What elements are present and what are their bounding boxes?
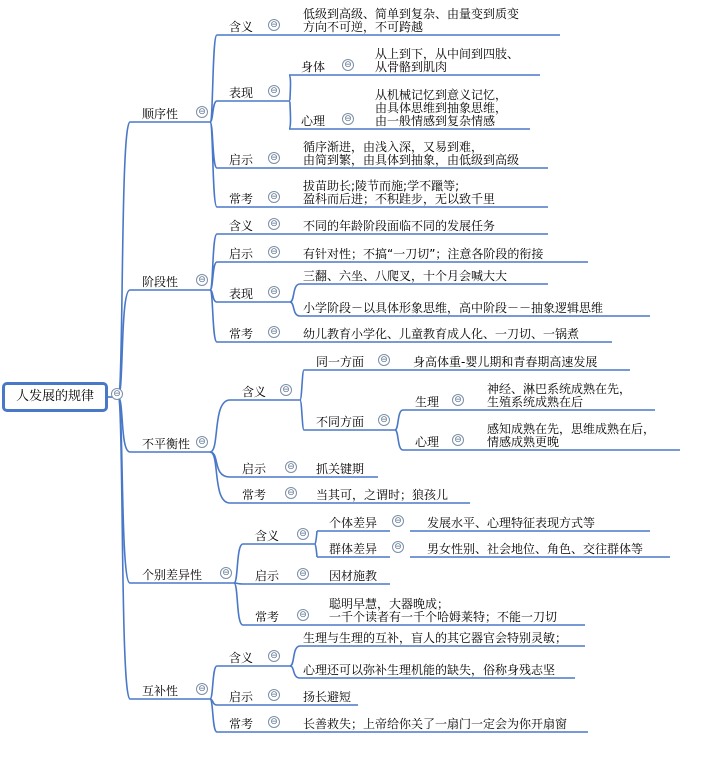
node-expression-collapse-icon[interactable]: ⊖ [268, 85, 280, 97]
branch-0[interactable]: 顺序性 [142, 107, 179, 121]
leaf-line: 扬长避短 [303, 690, 352, 704]
node-mind-collapse-icon[interactable]: ⊖ [342, 113, 354, 125]
leaf-line: 神经、淋巴系统成熟在先， [487, 382, 632, 396]
node-exam-collapse-icon[interactable]: ⊖ [268, 326, 280, 338]
leaf-line: 三翻、六坐、八爬叉，十个月会喊大大 [303, 269, 508, 283]
branch-connector [118, 122, 130, 397]
node-group[interactable]: 群体差异 [329, 542, 378, 556]
node-individual[interactable]: 个体差异 [329, 516, 378, 530]
leaf-line: 情感成熟更晚 [487, 435, 560, 449]
leaf-line: 心理还可以弥补生理机能的缺失，俗称身残志坚 [303, 663, 556, 677]
node-psych-collapse-icon[interactable]: ⊖ [452, 434, 464, 446]
branch-4[interactable]: 互补性 [142, 684, 179, 698]
leaf-text [303, 180, 495, 206]
node-meaning[interactable]: 含义 [229, 219, 254, 233]
branch-1-collapse-icon[interactable]: ⊖ [196, 274, 208, 286]
branch-3-collapse-icon[interactable]: ⊖ [220, 567, 232, 579]
node-exam-collapse-icon[interactable]: ⊖ [297, 609, 309, 621]
node-meaning[interactable]: 含义 [255, 529, 280, 543]
node-physio-collapse-icon[interactable]: ⊖ [452, 394, 464, 406]
leaf-line: 由简到繁，由具体到抽象，由低级到高级 [303, 153, 520, 167]
node-individual-collapse-icon[interactable]: ⊖ [392, 515, 404, 527]
node-exam[interactable]: 常考 [242, 488, 267, 502]
node-meaning[interactable]: 含义 [229, 651, 254, 665]
leaf-line: 拔苗助长;陵节而施;学不躐等; [303, 179, 460, 193]
leaf-line: 循序渐进，由浅入深，又易到难， [303, 140, 484, 154]
leaf-text [303, 632, 567, 645]
branch-0-collapse-icon[interactable]: ⊖ [196, 106, 208, 118]
leaf-line: 生殖系统成熟在后 [487, 395, 584, 409]
node-insight-collapse-icon[interactable]: ⊖ [268, 689, 280, 701]
child-connector [289, 101, 291, 129]
node-meaning-collapse-icon[interactable]: ⊖ [268, 650, 280, 662]
node-meaning-collapse-icon[interactable]: ⊖ [297, 528, 309, 540]
child-connector [300, 370, 304, 400]
leaf-text [427, 517, 595, 530]
leaf-text [329, 598, 557, 624]
leaf-line: 发展水平、心理特征表现方式等 [427, 516, 596, 530]
node-insight[interactable]: 启示 [229, 153, 254, 167]
branch-2[interactable]: 不平衡性 [142, 437, 191, 451]
node-same-aspect[interactable]: 同一方面 [316, 355, 365, 369]
node-exam-collapse-icon[interactable]: ⊖ [285, 487, 297, 499]
leaf-text [487, 423, 655, 449]
node-body-collapse-icon[interactable]: ⊖ [342, 59, 354, 71]
root-collapse-icon[interactable]: ⊖ [111, 388, 123, 400]
child-connector [290, 646, 300, 666]
node-physio[interactable]: 生理 [415, 395, 440, 409]
child-connector [234, 544, 243, 583]
node-insight[interactable]: 启示 [229, 690, 254, 704]
node-body[interactable]: 身体 [301, 60, 326, 74]
child-connector [290, 666, 300, 678]
node-expression[interactable]: 表现 [229, 287, 254, 301]
child-connector [210, 666, 217, 699]
root-label: 人发展的规律 [15, 389, 94, 404]
node-expression[interactable]: 表现 [229, 86, 254, 100]
node-exam[interactable]: 常考 [229, 327, 254, 341]
leaf-line: 当其可，之谓时；狼孩儿 [316, 488, 449, 502]
leaf-line: 身高体重-婴儿期和青春期高速发展 [413, 355, 598, 369]
leaf-line: 男女性别、社会地位、角色、交往群体等 [427, 542, 644, 556]
node-group-collapse-icon[interactable]: ⊖ [392, 541, 404, 553]
branch-2-collapse-icon[interactable]: ⊖ [196, 436, 208, 448]
leaf-line: 方向不可逆，不可跨越 [303, 20, 424, 34]
child-connector [395, 430, 403, 450]
leaf-line: 一千个读者有一千个哈姆莱特；不能一刀切 [329, 610, 558, 624]
node-exam-collapse-icon[interactable]: ⊖ [268, 191, 280, 203]
child-connector [289, 75, 291, 101]
node-same-aspect-collapse-icon[interactable]: ⊖ [378, 354, 390, 366]
leaf-text [487, 383, 631, 409]
leaf-text [316, 489, 448, 502]
leaf-line: 聪明早慧，大器晚成； [329, 597, 450, 611]
leaf-text [303, 302, 603, 315]
leaf-line: 由具体思维到抽象思维， [375, 101, 508, 115]
node-exam-collapse-icon[interactable]: ⊖ [268, 716, 280, 728]
node-exam[interactable]: 常考 [229, 192, 254, 206]
leaf-line: 由一般情感到复杂情感 [375, 114, 496, 128]
node-exam[interactable]: 常考 [255, 610, 280, 624]
leaf-text [303, 220, 495, 233]
node-expression-collapse-icon[interactable]: ⊖ [268, 286, 280, 298]
node-meaning-collapse-icon[interactable]: ⊖ [268, 218, 280, 230]
leaf-line: 不同的年龄阶段面临不同的发展任务 [303, 219, 496, 233]
leaf-text [303, 718, 567, 731]
leaf-line: 有针对性；不搞“一刀切”；注意各阶段的衔接 [303, 247, 544, 261]
root-node[interactable] [2, 382, 108, 412]
leaf-text [413, 356, 597, 369]
leaf-line: 盈科而后进；不积跬步，无以致千里 [303, 192, 496, 206]
leaf-line: 生理与生理的互补，盲人的其它器官会特别灵敏； [303, 631, 568, 645]
node-insight[interactable]: 启示 [229, 247, 254, 261]
node-meaning[interactable]: 含义 [242, 385, 267, 399]
leaf-text [329, 570, 377, 583]
leaf-text [375, 48, 519, 74]
child-connector [300, 400, 304, 430]
branch-1[interactable]: 阶段性 [142, 275, 179, 289]
node-psych[interactable]: 心理 [415, 435, 440, 449]
node-exam[interactable]: 常考 [229, 717, 254, 731]
leaf-line: 从机械记忆到意义记忆， [375, 88, 508, 102]
leaf-line: 低级到高级、简单到复杂、由量变到质变 [303, 7, 520, 21]
leaf-text [375, 89, 507, 128]
branch-4-collapse-icon[interactable]: ⊖ [196, 683, 208, 695]
node-insight[interactable]: 启示 [242, 462, 267, 476]
node-diff-aspect-collapse-icon[interactable]: ⊖ [378, 414, 390, 426]
child-connector [234, 583, 243, 625]
leaf-text [303, 691, 351, 704]
child-connector [210, 122, 217, 207]
child-connector [290, 284, 300, 302]
child-connector [315, 544, 317, 557]
leaf-line: 从上到下，从中间到四肢、 [375, 47, 520, 61]
leaf-text [427, 543, 643, 556]
node-insight-collapse-icon[interactable]: ⊖ [268, 246, 280, 258]
branch-3[interactable]: 个别差异性 [142, 568, 203, 582]
leaf-text [303, 141, 519, 167]
node-mind[interactable]: 心理 [301, 114, 326, 128]
node-meaning-collapse-icon[interactable]: ⊖ [268, 19, 280, 31]
leaf-line: 抓关键期 [316, 462, 365, 476]
leaf-text [303, 664, 555, 677]
leaf-text [303, 270, 507, 283]
child-connector [210, 400, 230, 452]
leaf-line: 长善救失；上帝给你关了一扇门一定会为你开扇窗 [303, 717, 568, 731]
node-insight-collapse-icon[interactable]: ⊖ [297, 568, 309, 580]
leaf-text [316, 463, 364, 476]
node-meaning-collapse-icon[interactable]: ⊖ [280, 384, 292, 396]
child-connector [315, 531, 317, 544]
child-connector [290, 302, 300, 316]
leaf-line: 幼儿教育小学化、儿童教育成人化、一刀切、一锅煮 [303, 327, 580, 341]
node-insight-collapse-icon[interactable]: ⊖ [285, 461, 297, 473]
leaf-line: 感知成熟在先，思维成熟在后， [487, 422, 656, 436]
node-meaning[interactable]: 含义 [229, 20, 254, 34]
leaf-line: 小学阶段－以具体形象思维，高中阶段－－抽象逻辑思维 [303, 301, 604, 315]
leaf-line: 因材施教 [329, 569, 378, 583]
node-insight[interactable]: 启示 [255, 569, 280, 583]
leaf-line: 从骨骼到肌肉 [375, 60, 448, 74]
leaf-text [303, 248, 543, 261]
leaf-text [303, 8, 519, 34]
leaf-text [303, 328, 579, 341]
node-diff-aspect[interactable]: 不同方面 [316, 415, 365, 429]
child-connector [395, 410, 403, 430]
node-insight-collapse-icon[interactable]: ⊖ [268, 152, 280, 164]
